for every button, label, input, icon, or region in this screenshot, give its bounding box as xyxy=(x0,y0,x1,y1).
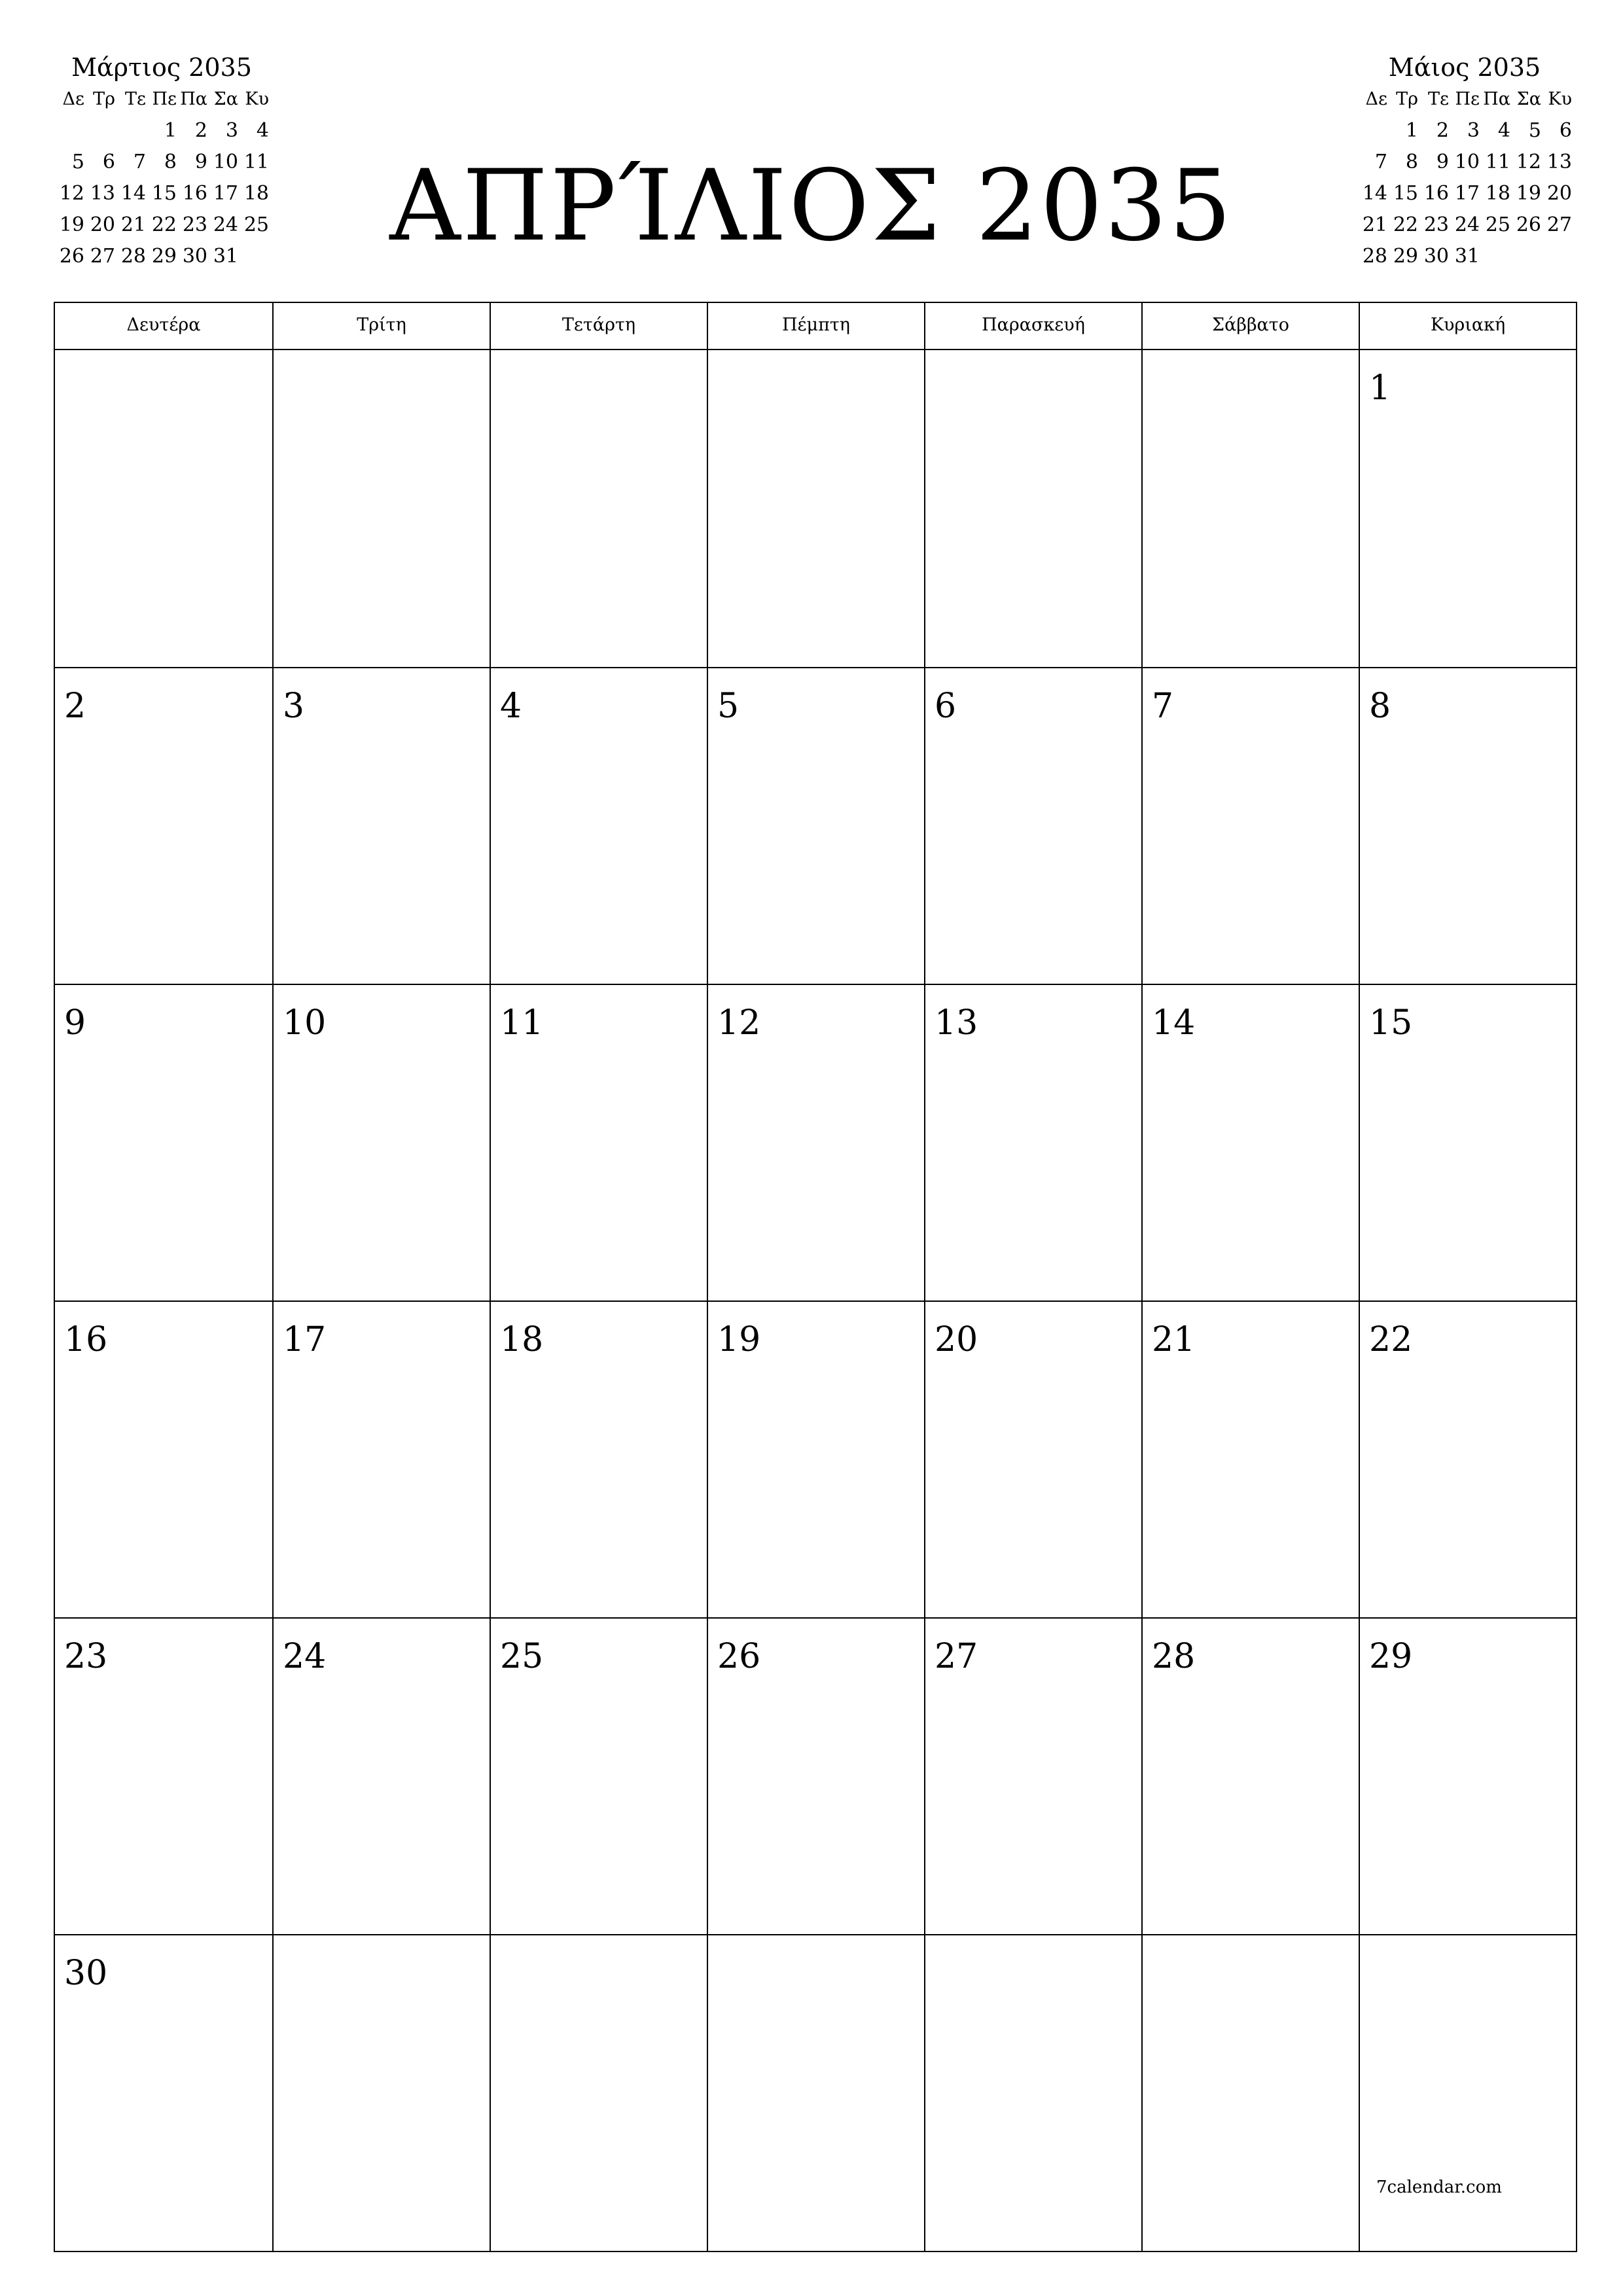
day-cell xyxy=(924,1934,1141,2251)
day-cell xyxy=(707,984,924,1300)
weekday-header: Δευτέρα xyxy=(126,315,201,335)
day-number: 3 xyxy=(283,687,305,726)
mini-day: 23 xyxy=(182,213,207,236)
mini-day: 29 xyxy=(151,245,177,268)
day-cell xyxy=(272,350,490,667)
day-cell xyxy=(55,1617,272,1934)
mini-day: 25 xyxy=(1485,213,1510,236)
mini-day: 9 xyxy=(194,151,207,173)
mini-day: 6 xyxy=(1559,119,1572,142)
mini-day: 7 xyxy=(133,151,146,173)
day-cell xyxy=(1141,1934,1359,2251)
day-number: 21 xyxy=(1152,1320,1196,1359)
day-cell xyxy=(924,1300,1141,1617)
day-cell xyxy=(1141,1617,1359,1934)
day-cell xyxy=(490,1617,707,1934)
day-cell xyxy=(707,1617,924,1934)
mini-calendar-next-month xyxy=(1357,51,1573,272)
day-number: 5 xyxy=(717,687,740,726)
mini-day: 7 xyxy=(1374,151,1387,173)
day-cell xyxy=(490,1934,707,2251)
day-cell xyxy=(55,984,272,1300)
day-number: 17 xyxy=(283,1320,327,1359)
mini-day: 6 xyxy=(102,151,115,173)
mini-day: 11 xyxy=(243,151,269,173)
day-cell xyxy=(272,1934,490,2251)
day-cell xyxy=(1359,1617,1576,1934)
day-number: 29 xyxy=(1369,1637,1413,1676)
weekday-header: Τετάρτη xyxy=(490,303,707,349)
mini-day: 25 xyxy=(243,213,269,236)
mini-day: 27 xyxy=(90,245,115,268)
mini-day: 1 xyxy=(1405,119,1418,142)
day-cell xyxy=(1141,984,1359,1300)
mini-weekday-label: Τρ xyxy=(1396,89,1418,109)
month-calendar xyxy=(54,302,1577,2252)
day-cell xyxy=(707,1300,924,1617)
mini-day: 29 xyxy=(1393,245,1418,268)
mini-day: 27 xyxy=(1546,213,1572,236)
mini-calendar-grid xyxy=(1357,84,1573,272)
day-number: 10 xyxy=(283,1003,327,1043)
mini-day: 15 xyxy=(1393,182,1418,205)
mini-weekday-label: Τρ xyxy=(93,89,115,109)
day-cell xyxy=(924,1617,1141,1934)
mini-weekday-label: Δε xyxy=(1365,89,1387,109)
day-number: 26 xyxy=(717,1637,761,1676)
day-number: 27 xyxy=(935,1637,978,1676)
mini-day: 18 xyxy=(243,182,269,205)
mini-day: 10 xyxy=(1454,151,1480,173)
day-number: 20 xyxy=(935,1320,978,1359)
mini-day: 16 xyxy=(1423,182,1449,205)
day-cell xyxy=(707,350,924,667)
weekday-header: Σάββατο xyxy=(1141,303,1359,349)
mini-weekday-label: Πα xyxy=(180,89,207,109)
mini-day: 14 xyxy=(120,182,146,205)
weekday-header: Πέμπτη xyxy=(707,303,924,349)
day-cell xyxy=(1359,1300,1576,1617)
mini-day: 26 xyxy=(1516,213,1541,236)
mini-day: 5 xyxy=(1528,119,1541,142)
mini-day: 10 xyxy=(213,151,238,173)
weekday-header-row xyxy=(55,303,1576,350)
day-cell xyxy=(55,350,272,667)
day-number: 28 xyxy=(1152,1637,1196,1676)
day-cell xyxy=(707,1934,924,2251)
mini-day: 23 xyxy=(1423,213,1449,236)
mini-day: 31 xyxy=(213,245,238,268)
mini-day: 20 xyxy=(90,213,115,236)
mini-day: 4 xyxy=(256,119,269,142)
mini-weekday-label: Σα xyxy=(1516,89,1541,109)
day-cell xyxy=(707,667,924,984)
day-number: 15 xyxy=(1369,1003,1413,1043)
mini-day: 31 xyxy=(1454,245,1480,268)
mini-day xyxy=(115,115,146,147)
mini-day: 16 xyxy=(182,182,207,205)
day-number: 22 xyxy=(1369,1320,1413,1359)
mini-weekday-label: Σα xyxy=(213,89,238,109)
mini-weekday-label: Κυ xyxy=(1548,89,1572,109)
mini-day: 19 xyxy=(1516,182,1541,205)
day-number: 6 xyxy=(935,687,957,726)
day-cell xyxy=(272,667,490,984)
mini-calendar-title: Μάιος 2035 xyxy=(1388,53,1541,82)
day-cell xyxy=(272,984,490,1300)
page-title: ΑΠΡΊΛΙΟΣ 2035 xyxy=(389,149,1234,263)
mini-day xyxy=(84,115,115,147)
watermark: 7calendar.com xyxy=(1376,2178,1502,2197)
day-cell xyxy=(490,984,707,1300)
weekday-header: Τρίτη xyxy=(272,303,490,349)
day-cell xyxy=(55,667,272,984)
mini-day: 1 xyxy=(164,119,177,142)
day-number: 7 xyxy=(1152,687,1174,726)
mini-day: 17 xyxy=(1454,182,1480,205)
mini-day: 12 xyxy=(59,182,84,205)
mini-day: 28 xyxy=(1362,245,1387,268)
mini-day: 18 xyxy=(1485,182,1510,205)
mini-weekday-label: Πα xyxy=(1483,89,1510,109)
calendar-grid xyxy=(55,350,1576,2251)
day-number: 18 xyxy=(500,1320,544,1359)
mini-day: 21 xyxy=(120,213,146,236)
mini-day: 22 xyxy=(151,213,177,236)
day-cell xyxy=(924,350,1141,667)
day-cell xyxy=(1141,350,1359,667)
day-cell xyxy=(1141,1300,1359,1617)
day-number: 2 xyxy=(64,687,86,726)
day-number: 1 xyxy=(1369,368,1391,408)
mini-day: 2 xyxy=(1436,119,1449,142)
day-cell xyxy=(55,1300,272,1617)
mini-day: 13 xyxy=(1546,151,1572,173)
mini-day: 8 xyxy=(1405,151,1418,173)
mini-day: 14 xyxy=(1362,182,1387,205)
mini-day: 15 xyxy=(151,182,177,205)
mini-day: 24 xyxy=(1454,213,1480,236)
day-cell xyxy=(924,667,1141,984)
day-cell xyxy=(924,984,1141,1300)
day-cell xyxy=(1359,1934,1576,2251)
mini-day: 3 xyxy=(225,119,238,142)
mini-day xyxy=(1480,241,1510,272)
mini-weekday-label: Πε xyxy=(1455,89,1480,109)
mini-day: 5 xyxy=(71,151,84,173)
day-cell xyxy=(490,1300,707,1617)
mini-weekday-label: Τε xyxy=(1428,89,1449,109)
day-number: 14 xyxy=(1152,1003,1196,1043)
mini-day: 12 xyxy=(1516,151,1541,173)
day-number: 9 xyxy=(64,1003,86,1043)
day-number: 24 xyxy=(283,1637,327,1676)
weekday-header: Κυριακή xyxy=(1359,303,1576,349)
mini-day xyxy=(1357,115,1387,147)
day-cell xyxy=(1359,984,1576,1300)
day-cell xyxy=(272,1617,490,1934)
day-number: 25 xyxy=(500,1637,544,1676)
mini-day: 3 xyxy=(1467,119,1480,142)
mini-day: 11 xyxy=(1485,151,1510,173)
mini-day: 24 xyxy=(213,213,238,236)
mini-day: 9 xyxy=(1436,151,1449,173)
day-cell xyxy=(55,1934,272,2251)
mini-day xyxy=(54,115,84,147)
mini-day: 30 xyxy=(182,245,207,268)
mini-day: 19 xyxy=(59,213,84,236)
mini-day: 8 xyxy=(164,151,177,173)
mini-day: 17 xyxy=(213,182,238,205)
mini-day xyxy=(1541,241,1572,272)
mini-weekday-label: Κυ xyxy=(245,89,269,109)
day-number: 16 xyxy=(64,1320,108,1359)
weekday-header: Παρασκευή xyxy=(924,303,1141,349)
day-number: 30 xyxy=(64,1954,108,1993)
mini-day: 30 xyxy=(1423,245,1449,268)
day-number: 8 xyxy=(1369,687,1391,726)
day-number: 23 xyxy=(64,1637,108,1676)
day-cell xyxy=(490,350,707,667)
mini-day: 4 xyxy=(1497,119,1510,142)
day-cell xyxy=(1359,350,1576,667)
mini-weekday-label: Τε xyxy=(125,89,146,109)
day-cell xyxy=(272,1300,490,1617)
mini-calendar-title: Μάρτιος 2035 xyxy=(71,53,252,82)
mini-day: 22 xyxy=(1393,213,1418,236)
mini-day: 21 xyxy=(1362,213,1387,236)
day-number: 11 xyxy=(500,1003,544,1043)
mini-day: 26 xyxy=(59,245,84,268)
day-number: 4 xyxy=(500,687,522,726)
day-number: 12 xyxy=(717,1003,761,1043)
day-cell xyxy=(1141,667,1359,984)
mini-day: 2 xyxy=(194,119,207,142)
day-cell xyxy=(1359,667,1576,984)
mini-day: 13 xyxy=(90,182,115,205)
mini-weekday-label: Πε xyxy=(152,89,177,109)
day-number: 19 xyxy=(717,1320,761,1359)
mini-day: 20 xyxy=(1546,182,1572,205)
mini-weekday-label: Δε xyxy=(62,89,84,109)
mini-day xyxy=(1510,241,1541,272)
mini-day: 28 xyxy=(120,245,146,268)
day-cell xyxy=(490,667,707,984)
day-number: 13 xyxy=(935,1003,978,1043)
